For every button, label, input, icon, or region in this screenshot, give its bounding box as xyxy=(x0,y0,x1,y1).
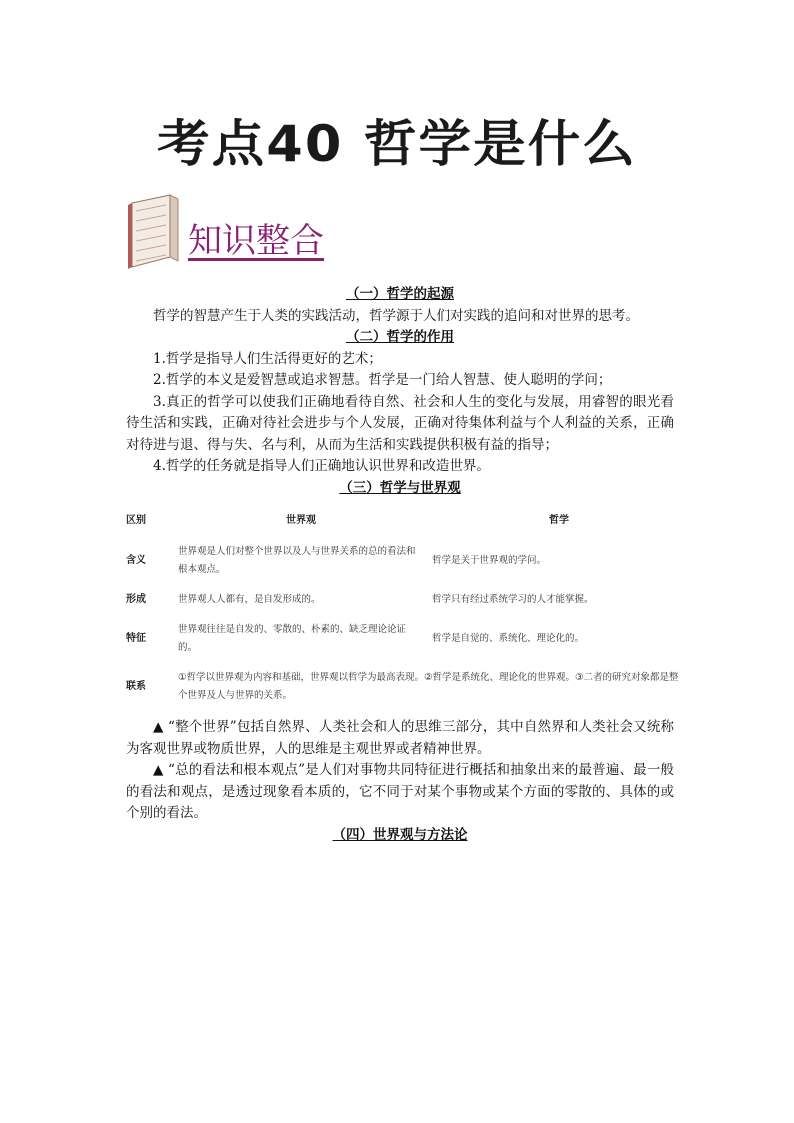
table-header: 哲学 xyxy=(549,515,569,527)
note: ▲ “整个世界”包括自然界、人类社会和人的思维三部分，其中自然界和人类社会又统称为客观世界或物质世界，人的思维是主观世界或者精神世界。 xyxy=(126,719,674,757)
table-cell: 哲学是自觉的、系统化、理论化的。 xyxy=(432,633,585,644)
section-title-origin: （一）哲学的起源 xyxy=(346,286,454,302)
table-row xyxy=(122,585,690,615)
function-item: 4.哲学的任务就是指导人们正确地认识世界和改造世界。 xyxy=(153,458,490,474)
row-label: 形成 xyxy=(126,594,146,605)
content xyxy=(126,284,679,846)
row-label: 含义 xyxy=(126,555,146,566)
section-title-worldview: （三）哲学与世界观 xyxy=(339,479,461,496)
table-header: 区别 xyxy=(126,515,146,527)
function-item: 2.哲学的本义是爱智慧或追求智慧。哲学是一门给人智慧、使人聪明的学问； xyxy=(153,372,612,388)
table-header-row xyxy=(122,505,690,537)
note: ▲ “总的看法和根本观点”是人们对事物共同特征进行概括和抽象出来的最普遍、最一般的看法和观点，是透过现象看本质的，它不同于对某个事物或某个方面的零散的、具体的或个别的看法。 xyxy=(126,762,674,821)
function-item: 1.哲学是指导人们生活得更好的艺术； xyxy=(153,350,382,367)
book-icon xyxy=(126,193,182,271)
row-label: 联系 xyxy=(126,681,146,692)
origin-text: 哲学的智慧产生于人类的实践活动，哲学源于人们对实践的追问和对世界的思考。 xyxy=(153,307,639,324)
row-label: 特征 xyxy=(126,633,146,644)
table-row xyxy=(122,663,690,711)
banner-label: 知识整合 xyxy=(188,221,324,261)
table-row xyxy=(122,615,690,663)
table-cell: 世界观是人们对整个世界以及人与世界关系的总的看法和根本观点。 xyxy=(178,546,416,575)
function-item: 3.真正的哲学可以使我们正确地看待自然、社会和人生的变化与发展，用睿智的眼光看待生活和实践，正确对待社会进步与个人发展，正确对待集体利益与个人利益的关系，正确对待进与退、得与失、名与利，从而为生活和实践提供积极有益的指导； xyxy=(126,393,674,453)
section-banner xyxy=(126,193,326,273)
table-cell: ①哲学以世界观为内容和基础，世界观以哲学为最高表现。②哲学是系统化、理论化的世界观。③二者的研究对象都是整个世界及人与世界的关系。 xyxy=(178,672,679,701)
comparison-table xyxy=(122,505,690,711)
table-row xyxy=(122,537,690,585)
section-title-function: （二）哲学的作用 xyxy=(346,329,454,345)
table-cell: 哲学是关于世界观的学问。 xyxy=(432,555,547,566)
table-cell: 世界观往往是自发的、零散的、朴素的、缺乏理论论证的。 xyxy=(178,624,407,653)
table-cell: 世界观人人都有，是自发形成的。 xyxy=(178,594,321,605)
page-title: 考点40 哲学是什么 xyxy=(157,115,637,173)
section-title-methodology: （四）世界观与方法论 xyxy=(332,826,468,843)
table-header: 世界观 xyxy=(286,515,316,527)
table-cell: 哲学只有经过系统学习的人才能掌握。 xyxy=(432,594,594,605)
